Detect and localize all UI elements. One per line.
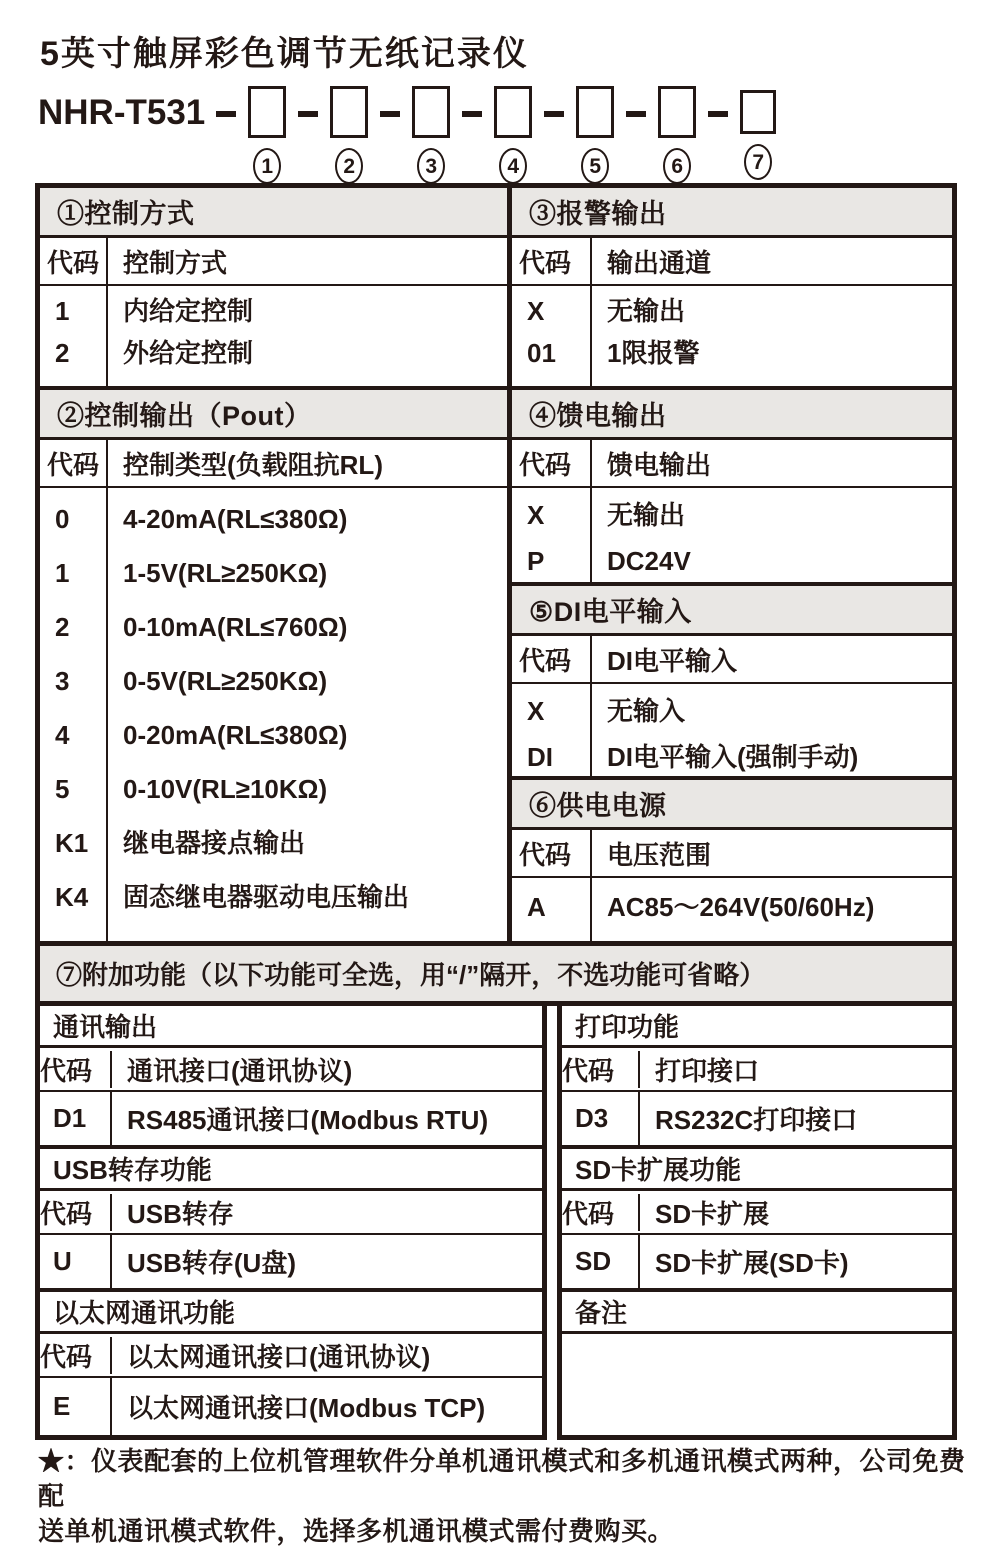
section-3-header: ③报警输出	[512, 188, 952, 238]
section-5-header: ⑤DI电平输入	[512, 586, 952, 636]
usb-title: USB转存功能	[40, 1149, 542, 1191]
desc-value: 1限报警	[607, 338, 700, 368]
desc-column-header: 以太网通讯接口(通讯协议)	[127, 1341, 431, 1372]
desc-value: DI电平输入(强制手动)	[607, 742, 859, 772]
code-value: 3	[55, 666, 70, 696]
desc-value: RS232C打印接口	[655, 1105, 858, 1135]
code-value: K1	[55, 828, 89, 858]
code-value: A	[527, 892, 546, 922]
column-header-row	[512, 636, 952, 684]
code-value: X	[527, 296, 545, 326]
code-value: D3	[562, 1092, 640, 1145]
data-row	[562, 1092, 952, 1145]
data-row	[40, 1235, 542, 1288]
data-row	[40, 1092, 542, 1145]
position-marker-5: 5	[581, 148, 609, 184]
code-value: DI	[527, 742, 553, 772]
remark-empty-cell	[562, 1334, 952, 1435]
dash-separator	[626, 111, 646, 117]
desc-value: 1-5V(RL≥250KΩ)	[123, 558, 328, 588]
column-header-row	[40, 238, 507, 286]
desc-value: 无输出	[607, 500, 686, 530]
desc-value: 4-20mA(RL≤380Ω)	[123, 504, 348, 534]
model-box-4	[494, 86, 532, 138]
section-7-header: ⑦附加功能（以下功能可全选，用“/”隔开，不选功能可省略）	[35, 946, 957, 1006]
desc-value: 0-10mA(RL≤760Ω)	[123, 612, 348, 642]
code-value: P	[527, 546, 545, 576]
section-5-data	[512, 684, 952, 776]
column-header-row	[512, 830, 952, 878]
column-header-row	[40, 1048, 542, 1092]
code-cells	[512, 286, 592, 386]
column-header-row	[40, 1334, 542, 1378]
page-title: 5英寸触屏彩色调节无纸记录仪	[40, 35, 529, 73]
position-marker-3: 3	[417, 148, 445, 184]
section-control-mode	[40, 188, 507, 386]
desc-value: 以太网通讯接口(Modbus TCP)	[127, 1393, 486, 1423]
section-6-header: ⑥供电电源	[512, 780, 952, 830]
footnote	[38, 1444, 990, 1549]
data-row	[40, 1378, 542, 1435]
column-header-row	[40, 1191, 542, 1235]
section-di-input	[512, 582, 952, 776]
usb-section	[40, 1145, 542, 1288]
code-value: E	[40, 1378, 112, 1435]
desc-value: 0-5V(RL≥250KΩ)	[123, 666, 328, 696]
model-box-7	[740, 90, 776, 134]
desc-column-header: DI电平输入	[607, 645, 738, 676]
code-value: SD	[562, 1235, 640, 1288]
code-column-header: 代码	[512, 238, 592, 284]
section-1-header: ①控制方式	[40, 188, 507, 238]
desc-value: RS485通讯接口(Modbus RTU)	[127, 1105, 489, 1135]
desc-value: 内给定控制	[123, 296, 254, 326]
section-power-supply	[512, 776, 952, 941]
desc-column-header: 通讯接口(通讯协议)	[127, 1055, 353, 1086]
dash-separator	[544, 111, 564, 117]
code-value: X	[527, 696, 545, 726]
desc-column-header: 馈电输出	[607, 449, 712, 480]
bottom-right-table	[557, 1006, 957, 1440]
code-cells	[40, 286, 108, 386]
right-column	[512, 188, 952, 941]
dash-separator	[298, 111, 318, 117]
position-marker-7: 7	[744, 144, 772, 180]
comm-output-title: 通讯输出	[40, 1006, 542, 1048]
code-column-header: 代码	[40, 1337, 112, 1374]
model-box-1	[248, 86, 286, 138]
remark-section	[562, 1288, 952, 1435]
column-header-row	[512, 238, 952, 286]
model-slot-7	[740, 86, 776, 180]
code-cells	[512, 684, 592, 776]
code-column-header: 代码	[40, 440, 108, 486]
desc-value: SD卡扩展(SD卡)	[655, 1248, 849, 1278]
column-header-row	[512, 440, 952, 488]
model-box-5	[576, 86, 614, 138]
dash-separator	[462, 111, 482, 117]
desc-cells	[592, 684, 952, 776]
column-header-row	[562, 1191, 952, 1235]
code-column-header: 代码	[40, 1194, 112, 1231]
desc-value: 外给定控制	[123, 338, 254, 368]
code-value: 1	[55, 296, 70, 326]
section-control-output	[40, 386, 507, 941]
model-box-2	[330, 86, 368, 138]
code-column-header: 代码	[512, 636, 592, 682]
dash-separator	[708, 111, 728, 117]
model-slot-6	[658, 86, 696, 184]
model-slot-1	[248, 86, 286, 184]
desc-value: 0-20mA(RL≤380Ω)	[123, 720, 348, 750]
code-value: D1	[40, 1092, 112, 1145]
position-marker-6: 6	[663, 148, 691, 184]
desc-value: 无输入	[607, 696, 686, 726]
code-value: 0	[55, 504, 70, 534]
desc-column-header: 输出通道	[607, 247, 712, 278]
desc-cells	[592, 878, 952, 941]
ordering-table	[35, 183, 957, 1440]
desc-value: 继电器接点输出	[123, 828, 306, 858]
desc-column-header: 控制类型(负载阻抗RL)	[123, 449, 383, 480]
code-value: 2	[55, 612, 70, 642]
position-marker-2: 2	[335, 148, 363, 184]
code-cells	[512, 488, 592, 582]
model-slot-2	[330, 86, 368, 184]
code-column-header: 代码	[562, 1051, 640, 1088]
code-value: 1	[55, 558, 70, 588]
section-3-data	[512, 286, 952, 386]
model-slot-3	[412, 86, 450, 184]
print-title: 打印功能	[562, 1006, 952, 1048]
model-slot-4	[494, 86, 532, 184]
code-column-header: 代码	[40, 238, 108, 284]
section-2-data	[40, 488, 507, 941]
code-cells	[512, 878, 592, 941]
left-column	[40, 188, 512, 941]
model-code-row	[38, 86, 781, 184]
desc-value: AC85～264V(50/60Hz)	[607, 892, 875, 922]
code-value: 5	[55, 774, 70, 804]
dash-separator	[216, 111, 236, 117]
column-header-row	[40, 440, 507, 488]
position-marker-4: 4	[499, 148, 527, 184]
desc-column-header: SD卡扩展	[655, 1198, 770, 1229]
section-6-data	[512, 878, 952, 941]
bottom-left-table	[35, 1006, 547, 1440]
desc-value: USB转存(U盘)	[127, 1248, 296, 1278]
code-cells	[40, 488, 108, 941]
top-sections	[35, 183, 957, 946]
section-4-header: ④馈电输出	[512, 390, 952, 440]
ethernet-title: 以太网通讯功能	[40, 1292, 542, 1334]
footnote-line-2: 送单机通讯模式软件，选择多机通讯模式需付费购买。	[38, 1516, 675, 1546]
sd-card-title: SD卡扩展功能	[562, 1149, 952, 1191]
remark-title: 备注	[562, 1292, 952, 1334]
desc-value: 无输出	[607, 296, 686, 326]
desc-value: DC24V	[607, 546, 691, 576]
model-box-6	[658, 86, 696, 138]
model-box-3	[412, 86, 450, 138]
section-1-data	[40, 286, 507, 386]
additional-functions	[35, 1006, 957, 1440]
code-column-header: 代码	[512, 440, 592, 486]
desc-column-header: 电压范围	[607, 839, 712, 870]
desc-column-header: 控制方式	[123, 247, 228, 278]
code-value: 4	[55, 720, 70, 750]
desc-cells	[592, 286, 952, 386]
desc-value: 0-10V(RL≥10KΩ)	[123, 774, 328, 804]
code-value: U	[40, 1235, 112, 1288]
model-slot-5	[576, 86, 614, 184]
desc-column-header: USB转存	[127, 1198, 234, 1229]
desc-cells	[108, 488, 507, 941]
code-value: 01	[527, 338, 556, 368]
section-feed-output	[512, 386, 952, 582]
print-section	[562, 1006, 952, 1145]
data-row	[562, 1235, 952, 1288]
code-value: 2	[55, 338, 70, 368]
desc-cells	[108, 286, 507, 386]
position-marker-1: 1	[253, 148, 281, 184]
footnote-line-1: ★：仪表配套的上位机管理软件分单机通讯模式和多机通讯模式两种，公司免费配	[38, 1446, 966, 1511]
model-prefix: NHR-T531	[38, 93, 206, 132]
column-header-row	[562, 1048, 952, 1092]
desc-cells	[592, 488, 952, 582]
dash-separator	[380, 111, 400, 117]
code-column-header: 代码	[512, 830, 592, 876]
section-alarm-output	[512, 188, 952, 386]
section-2-header: ②控制输出（Pout）	[40, 390, 507, 440]
ethernet-section	[40, 1288, 542, 1435]
code-column-header: 代码	[40, 1051, 112, 1088]
desc-column-header: 打印接口	[655, 1055, 760, 1086]
code-value: X	[527, 500, 545, 530]
desc-value: 固态继电器驱动电压输出	[123, 882, 410, 912]
code-value: K4	[55, 882, 89, 912]
section-4-data	[512, 488, 952, 582]
code-column-header: 代码	[562, 1194, 640, 1231]
sd-card-section	[562, 1145, 952, 1288]
comm-output-section	[40, 1006, 542, 1145]
